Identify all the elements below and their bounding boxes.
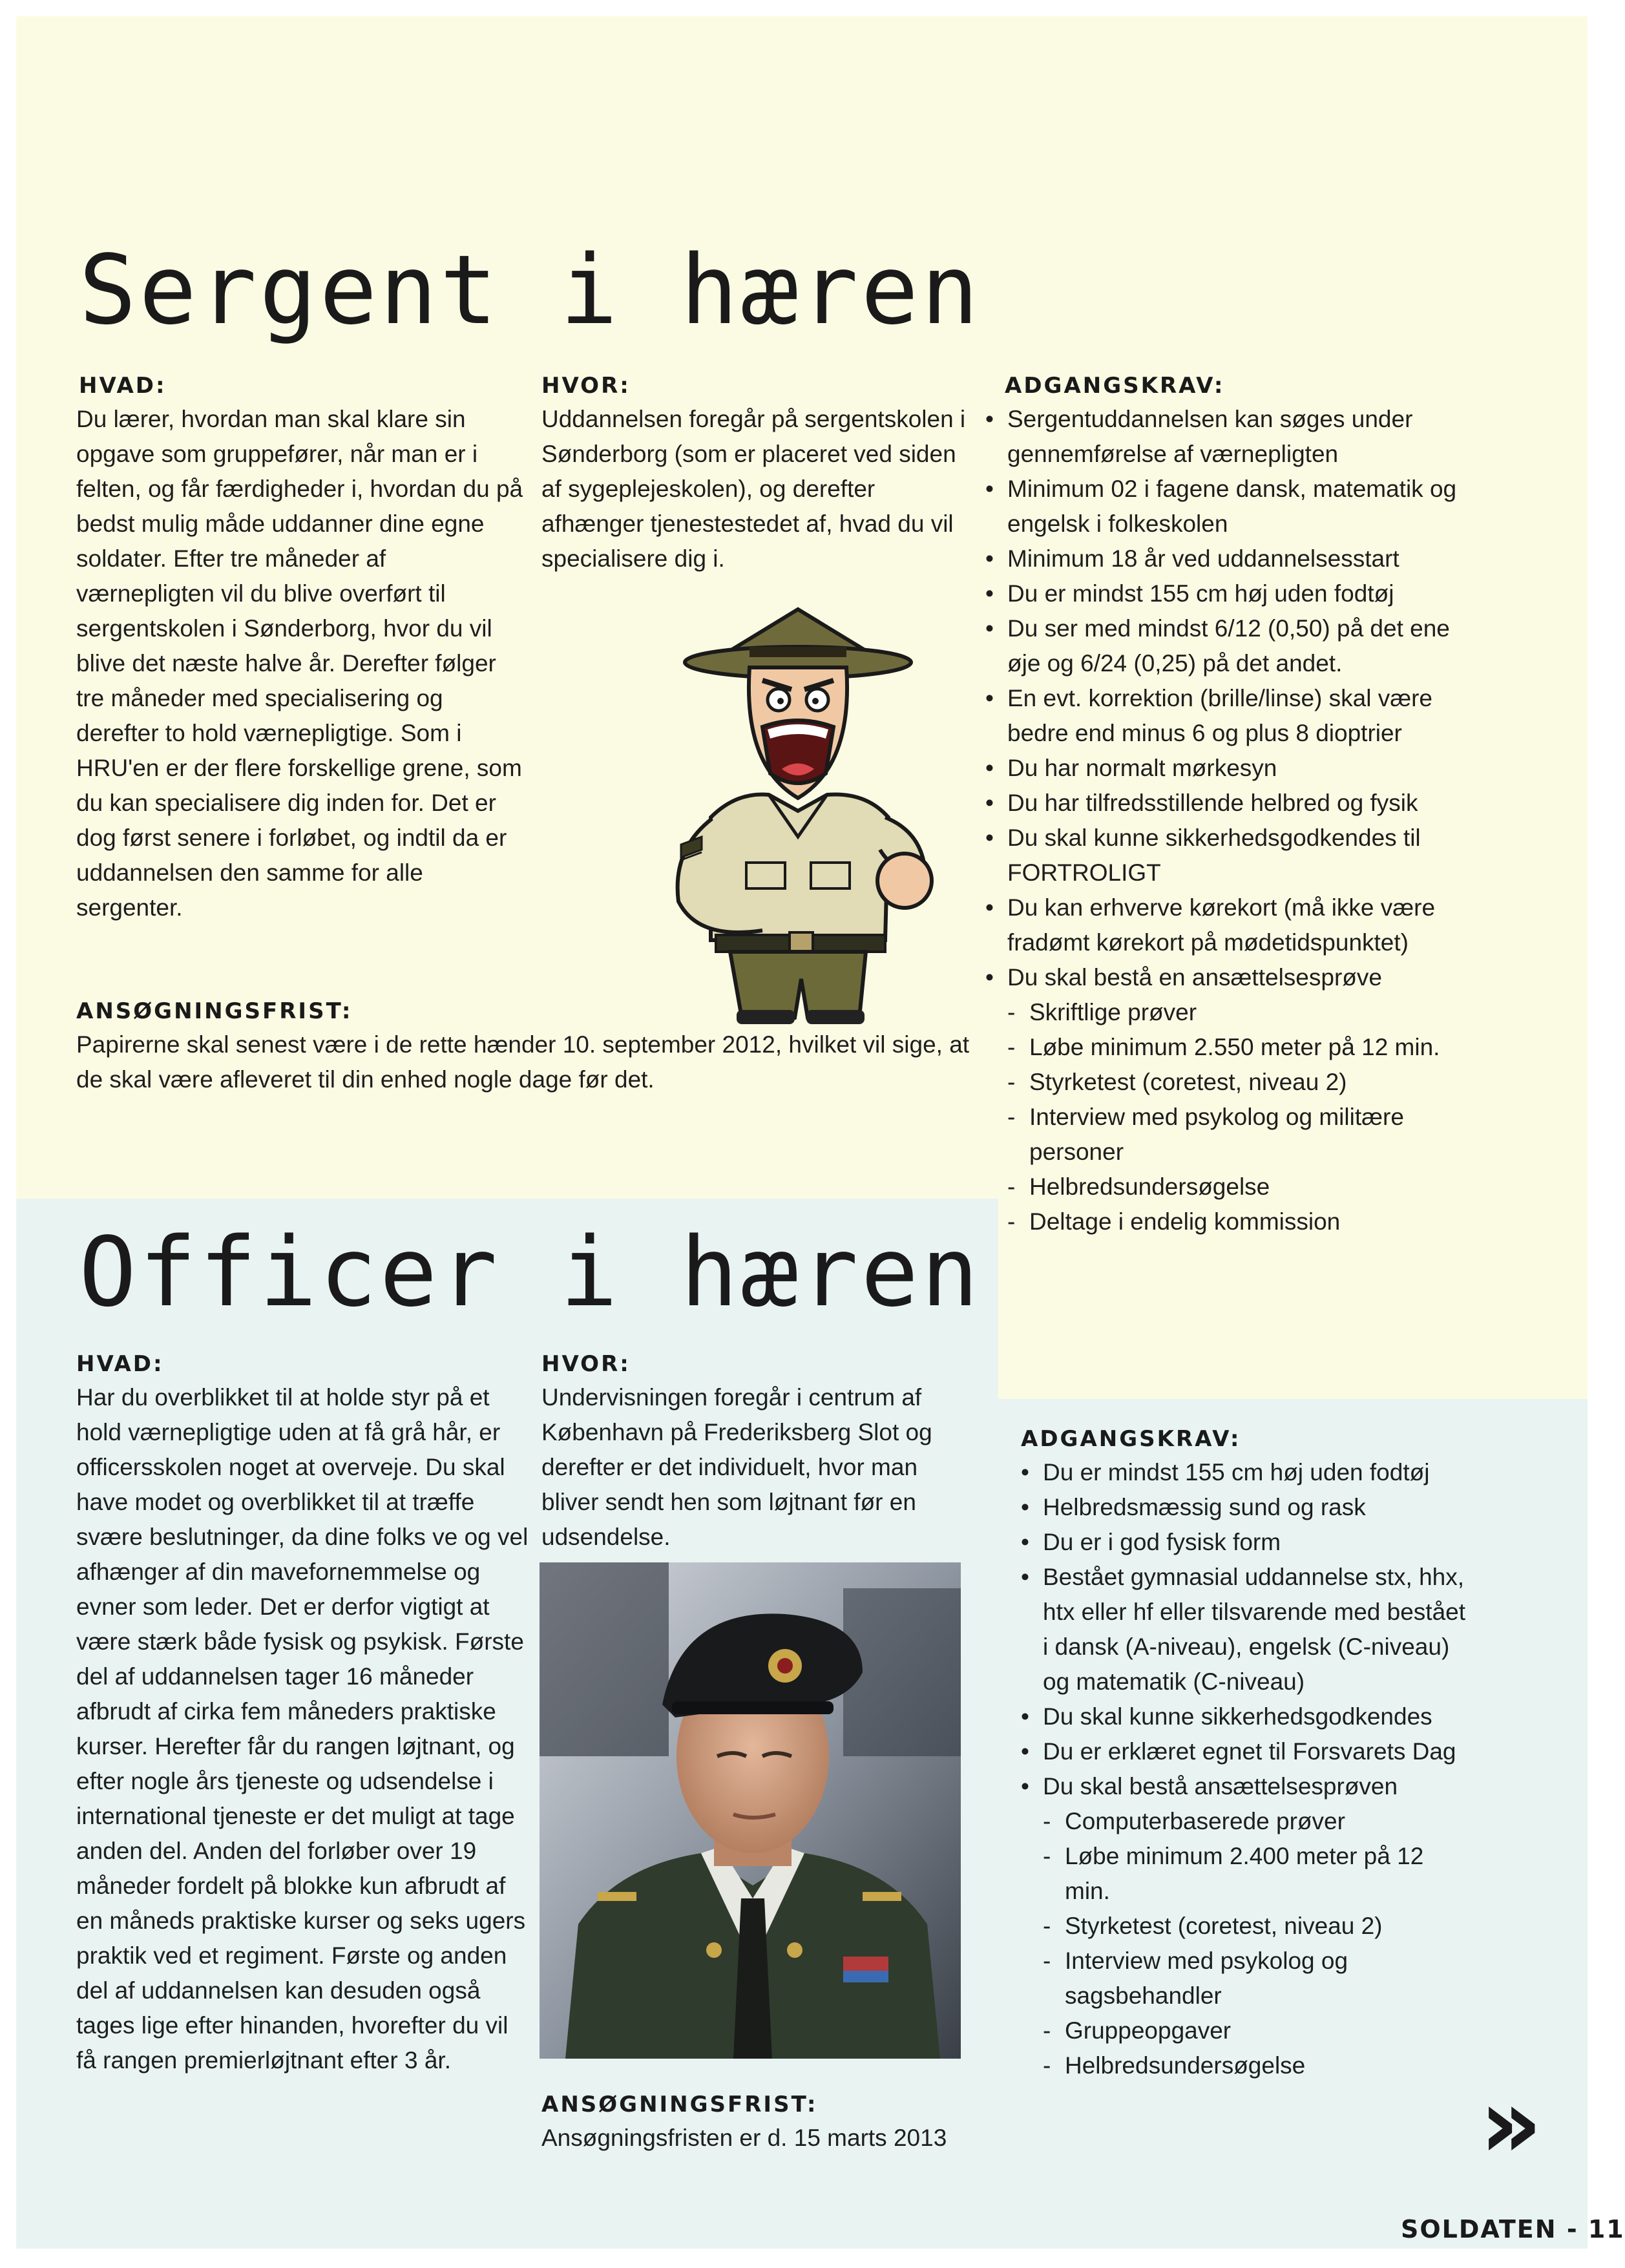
list-item	[985, 960, 1457, 1239]
list-item: • Du har tilfredsstillende helbred og fysik	[985, 786, 1457, 821]
magazine-name: SOLDATEN	[1401, 2215, 1557, 2243]
sub-list-item: - Gruppeopgaver	[1043, 2013, 1473, 2048]
officer-hvad-heading: HVAD:	[76, 1351, 164, 1377]
sergent-title: Sergent i hæren	[79, 235, 981, 346]
list-item: • En evt. korrektion (brille/linse) skal være bedre end minus 6 og plus 8 dioptrier	[985, 681, 1457, 751]
sub-list-item: - Helbredsundersøgelse	[1007, 1170, 1457, 1204]
sub-list-item: - Interview med psykolog og sagsbehandler	[1043, 1944, 1473, 2013]
officer-frist-heading: ANSØGNINGSFRIST:	[541, 2092, 818, 2117]
officer-hvor-text: Undervisningen foregår i centrum af København på Frederiksberg Slot og derefter er det individuelt, hvor man bliver sendt hen som løjtnant før en udsendelse.	[541, 1384, 932, 1550]
list-item: • Du ser med mindst 6/12 (0,50) på det ene øje og 6/24 (0,25) på det andet.	[985, 611, 1457, 681]
list-item-label: Du skal bestå ansættelsesprøven	[1043, 1773, 1398, 1800]
list-item: • Du er mindst 155 cm høj uden fodtøj	[1021, 1455, 1473, 1490]
page-number: 11	[1588, 2215, 1625, 2243]
officer-krav-heading: ADGANGSKRAV:	[1021, 1426, 1241, 1452]
sub-list-item: - Løbe minimum 2.550 meter på 12 min.	[1007, 1030, 1457, 1065]
list-item: • Du kan erhverve kørekort (må ikke være fradømt kørekort på mødetidspunktet)	[985, 890, 1457, 960]
sergent-krav-heading: ADGANGSKRAV:	[1005, 373, 1225, 399]
list-item: • Du har normalt mørkesyn	[985, 751, 1457, 786]
list-item: • Du skal kunne sikkerhedsgodkendes til FORTROLIGT	[985, 821, 1457, 890]
page-footer	[1401, 2215, 1625, 2243]
list-item: • Du er erklæret egnet til Forsvarets Dag	[1021, 1734, 1473, 1769]
sergent-frist-text: Papirerne skal senest være i de rette hænder 10. september 2012, hvilket vil sige, at de skal være afleveret til din enhed nogle dage før det.	[76, 1031, 970, 1093]
list-item-label: Du skal bestå en ansættelsesprøve	[1007, 964, 1382, 991]
sub-list-item: - Interview med psykolog og militære personer	[1007, 1100, 1457, 1170]
sub-list-item: - Styrketest (coretest, niveau 2)	[1007, 1065, 1457, 1100]
list-item: • Minimum 18 år ved uddannelsesstart	[985, 541, 1457, 576]
list-item	[1021, 1769, 1473, 2083]
list-item: • Helbredsmæssig sund og rask	[1021, 1490, 1473, 1525]
drill-sergeant-illustration	[672, 604, 956, 1027]
list-item: • Du er mindst 155 cm høj uden fodtøj	[985, 576, 1457, 611]
sergent-hvad-heading: HVAD:	[79, 373, 167, 399]
officer-hvor-heading: HVOR:	[541, 1351, 631, 1377]
list-item: • Minimum 02 i fagene dansk, matematik og engelsk i folkeskolen	[985, 472, 1457, 541]
sub-list-item: - Helbredsundersøgelse	[1043, 2048, 1473, 2083]
sub-list-item: - Løbe minimum 2.400 meter på 12 min.	[1043, 1839, 1473, 1909]
officer-krav-list	[1021, 1455, 1473, 2083]
sergent-hvor-heading: HVOR:	[541, 373, 631, 399]
list-item: • Sergentuddannelsen kan søges under gennemførelse af værnepligten	[985, 402, 1457, 472]
sub-list-item: - Computerbaserede prøver	[1043, 1804, 1473, 1839]
officer-photo	[540, 1562, 961, 2059]
footer-separator: -	[1566, 2215, 1578, 2243]
sergent-hvad-text: Du lærer, hvordan man skal klare sin opgave som gruppefører, når man er i felten, og får færdigheder i, hvordan du på bedst mulig måde uddanner dine egne soldater. Efter tre måneder af værnepligten vil du blive overført til sergentskolen i Sønderborg, hvor du vil blive det næste halve år. Derefter følger tre måneder med specialisering og derefter to hold værnepligtige. Som i HRU'en er der flere forskellige grene, som du kan specialisere dig inden for. Det er dog først senere i forløbet, og indtil da er uddannelsen den samme for alle sergenter.	[76, 406, 523, 921]
officer-title: Officer i hæren	[79, 1217, 981, 1328]
list-item: • Du skal kunne sikkerhedsgodkendes	[1021, 1699, 1473, 1734]
sergent-krav-list	[985, 402, 1457, 1239]
sub-list-item: - Deltage i endelig kommission	[1007, 1204, 1457, 1239]
next-page-arrows-icon: »	[1480, 2068, 1542, 2180]
list-item: • Du er i god fysisk form	[1021, 1525, 1473, 1560]
sub-list-item: - Skriftlige prøver	[1007, 995, 1457, 1030]
sergent-frist-heading: ANSØGNINGSFRIST:	[76, 998, 353, 1024]
officer-frist-text: Ansøgningsfristen er d. 15 marts 2013	[541, 2125, 947, 2151]
sergent-hvor-text: Uddannelsen foregår på sergentskolen i Sønderborg (som er placeret ved siden af sygeplejeskolen), og derefter afhænger tjenestestedet af, hvad du vil specialisere dig i.	[541, 406, 966, 572]
officer-hvad-text: Har du overblikket til at holde styr på et hold værnepligtige uden at få grå hår, er officersskolen noget at overveje. Du skal have modet og overblikket til at træffe svære beslutninger, da dine folks ve og vel afhænger af din mavefornemmelse og evner som leder. Det er derfor vigtigt at være stærk både fysisk og psykisk. Første del af uddannelsen tager 16 måneder afbrudt af cirka fem måneders praktiske kurser. Herefter får du rangen løjtnant, og efter nogle års tjeneste og udsendelse i international tjeneste er det muligt at tage anden del. Anden del forløber over 19 måneder fordelt på blokke kun afbrudt af en måneds praktiske kurser og seks ugers praktik ved et regiment. Første og anden del af uddannelsen kan desuden også tages lige efter hinanden, hvorefter du vil få rangen premierløjtnant efter 3 år.	[76, 1384, 529, 2074]
list-item: • Bestået gymnasial uddannelse stx, hhx, htx eller hf eller tilsvarende med bestået i dansk (A-niveau), engelsk (C-niveau) og matematik (C-niveau)	[1021, 1560, 1473, 1699]
sub-list-item: - Styrketest (coretest, niveau 2)	[1043, 1909, 1473, 1944]
